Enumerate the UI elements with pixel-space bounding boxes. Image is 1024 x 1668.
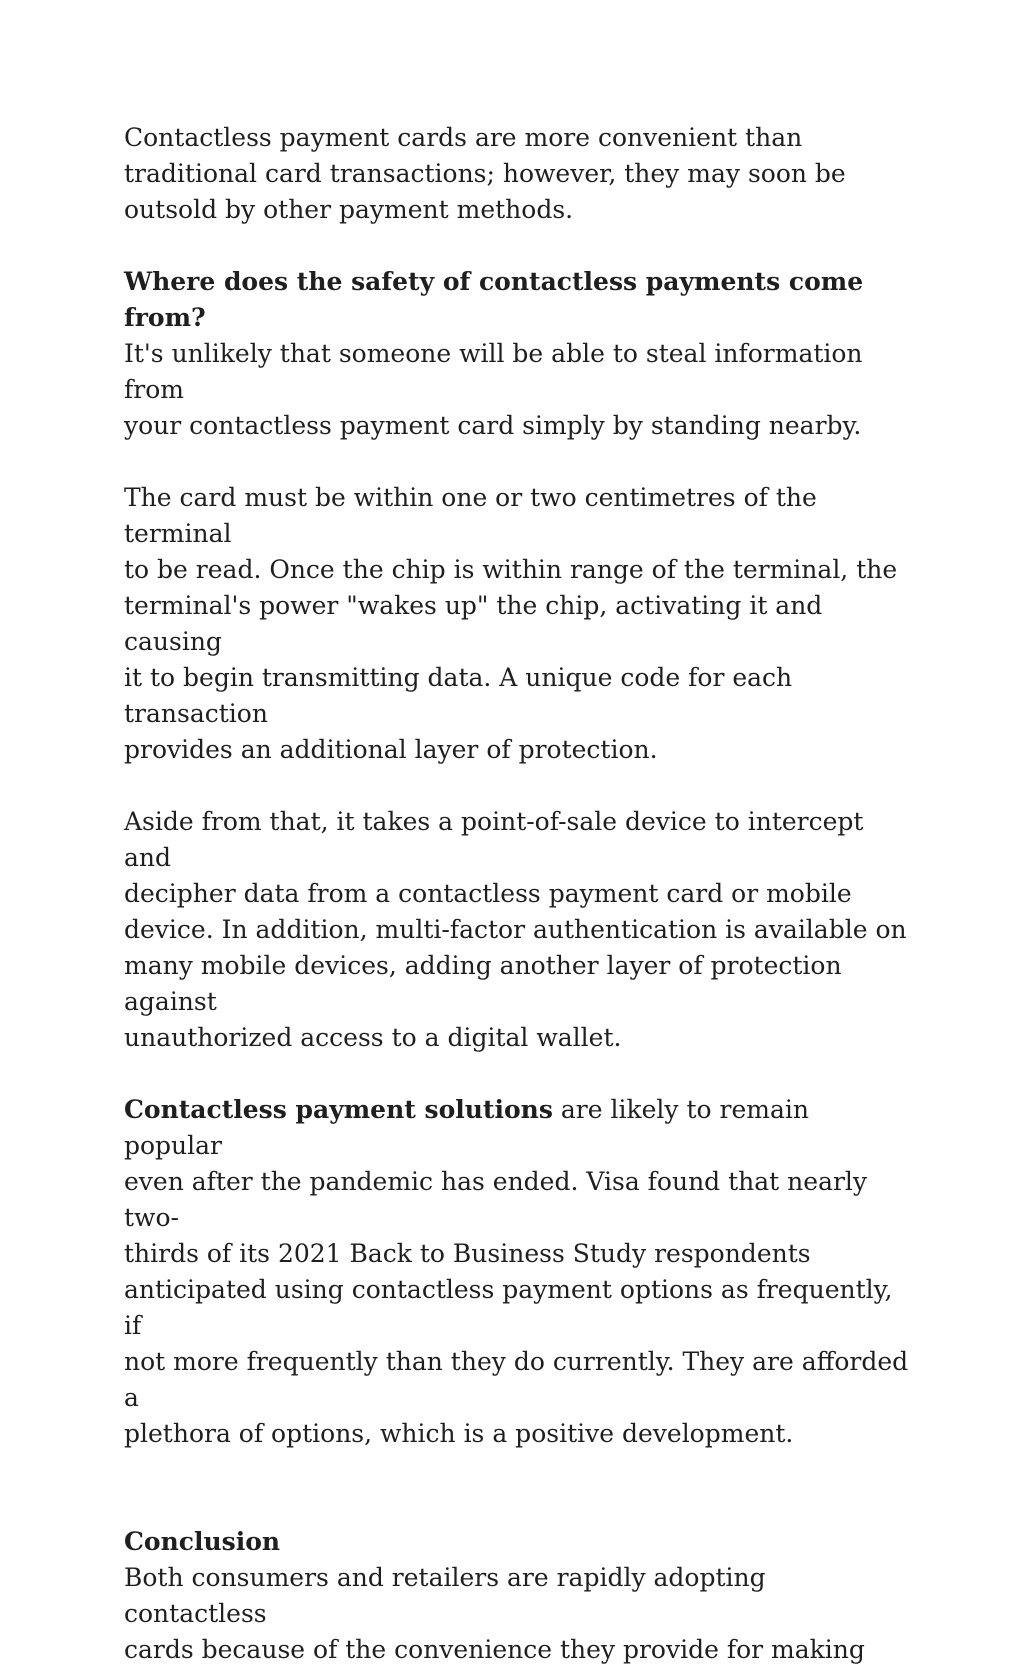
spacer <box>124 444 914 480</box>
solutions-bold-phrase: Contactless payment solutions <box>124 1095 553 1124</box>
spacer <box>124 1056 914 1092</box>
safety-paragraph-2: The card must be within one or two centimetres of the terminal to be read. Once the chip is within range of the terminal, the terminal's power "wakes up" the chip, activating it and causing it to begin transmitting data. A unique code for each transaction provides an additional layer of protection. <box>124 483 898 764</box>
conclusion-paragraph: Both consumers and retailers are rapidly adopting contactless cards because of the convenience they provide for making <box>124 1563 865 1664</box>
solutions-text: are likely to remain popular even after the pandemic has ended. Visa found that nearly two- thirds of its 2021 Back to Business Study respondents anticipated using contactless payment options as frequently, if not more frequently than they do currently. They are afforded a plethora of options, which is a positive development. <box>124 1095 909 1448</box>
document-page <box>124 120 914 1668</box>
safety-paragraph-3: Aside from that, it takes a point-of-sale device to intercept and decipher data from a contactless payment card or mobile device. In addition, multi-factor authentication is available on many mobile devices, adding another layer of protection against unauthorized access to a digital wallet. <box>124 807 907 1052</box>
spacer <box>124 1452 914 1524</box>
spacer <box>124 768 914 804</box>
intro-paragraph: Contactless payment cards are more convenient than traditional card transactions; however, they may soon be outsold by other payment methods. <box>124 123 846 224</box>
solutions-paragraph <box>124 1092 914 1452</box>
spacer <box>124 228 914 264</box>
safety-heading: Where does the safety of contactless payments come from? <box>124 267 864 332</box>
conclusion-heading: Conclusion <box>124 1527 281 1556</box>
safety-paragraph-1: It's unlikely that someone will be able to steal information from your contactless payment card simply by standing nearby. <box>124 339 863 440</box>
